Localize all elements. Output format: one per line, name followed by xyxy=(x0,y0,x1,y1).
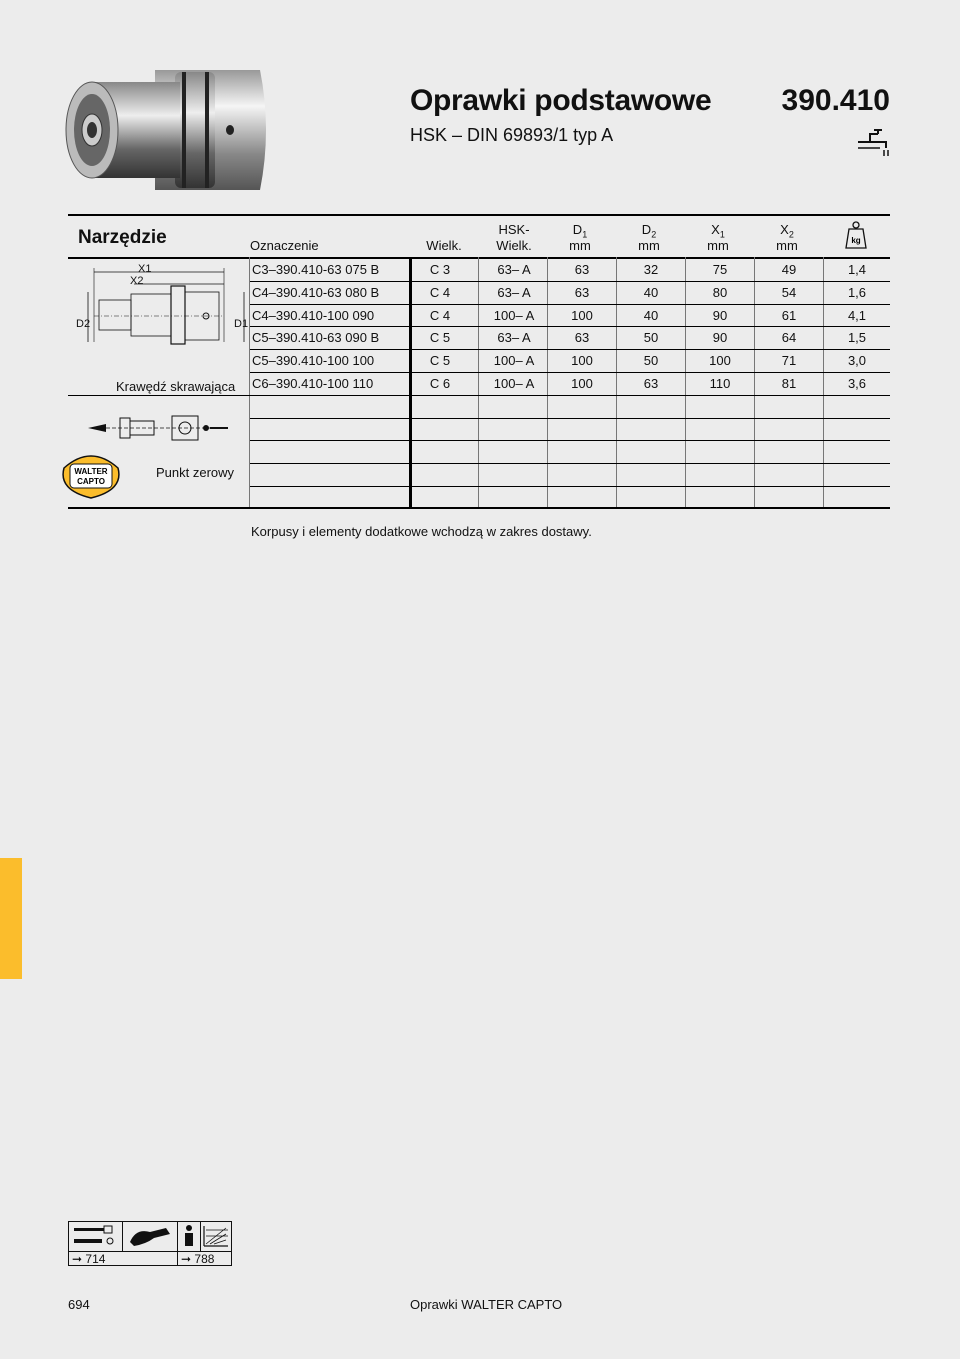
cell-size: C 4 xyxy=(429,284,451,300)
header-x1: $X_1$ xyxy=(711,222,725,240)
cell-d1: 100 xyxy=(571,376,593,391)
header-d1-unit: mm xyxy=(569,238,591,253)
table-row xyxy=(250,304,890,327)
drawing-label-d2: D2 xyxy=(76,318,91,330)
cell-hsk: 63– A xyxy=(497,284,531,300)
cell-d1: 100 xyxy=(571,353,593,369)
coolant-supply-icon xyxy=(856,126,892,158)
table-row xyxy=(250,418,890,441)
cell-size: C 5 xyxy=(429,330,451,346)
clamping-hand-icon xyxy=(126,1224,174,1248)
svg-text:CAPTO: CAPTO xyxy=(77,477,105,486)
cell-d2: 63 xyxy=(643,376,659,391)
page-subtitle: HSK – DIN 69893/1 typ A xyxy=(410,125,614,145)
table-row xyxy=(250,258,890,281)
cell-x1: 75 xyxy=(712,262,728,277)
cell-hsk: 100– A xyxy=(493,376,535,391)
cell-size: C 6 xyxy=(429,376,451,391)
cell-kg: 4,1 xyxy=(847,307,867,323)
cell-kg: 3,0 xyxy=(847,353,867,369)
cell-d2: 50 xyxy=(643,353,659,369)
table-row xyxy=(250,395,890,418)
reference-link-714[interactable]: ➞ 714 xyxy=(72,1252,106,1266)
header-x1-unit: mm xyxy=(707,238,729,253)
section-tab xyxy=(0,858,22,979)
cell-designation: C6–390.410-100 110 xyxy=(252,376,374,391)
header-d2-unit: mm xyxy=(638,238,660,253)
cell-hsk: 63– A xyxy=(497,262,531,277)
table-row xyxy=(250,486,890,509)
table-row xyxy=(250,281,890,304)
dimension-drawing xyxy=(74,262,249,362)
cell-designation: C5–390.410-100 100 xyxy=(252,353,375,369)
header-hsk-bottom: Wielk. xyxy=(496,238,532,253)
zero-point-label: Punkt zerowy xyxy=(156,465,235,480)
svg-text:kg: kg xyxy=(851,236,861,245)
cell-d1: 63 xyxy=(574,284,590,300)
cell-d2: 40 xyxy=(643,284,659,300)
page-title: Oprawki podstawowe xyxy=(410,84,712,117)
cell-hsk: 100– A xyxy=(493,353,535,369)
header-x2: $X_2$ xyxy=(780,222,794,240)
cell-x1: 80 xyxy=(712,284,728,300)
cell-x1: 110 xyxy=(709,376,731,391)
cell-kg: 1,5 xyxy=(847,330,867,346)
cell-x2: 71 xyxy=(781,353,797,369)
cell-d2: 32 xyxy=(643,262,659,277)
info-icon xyxy=(180,1224,198,1248)
cell-kg: 1,4 xyxy=(847,262,867,277)
cell-designation: C3–390.410-63 075 B xyxy=(252,262,380,277)
cell-d1: 63 xyxy=(574,330,590,346)
cell-d2: 50 xyxy=(643,330,659,346)
table-row xyxy=(250,463,890,486)
cell-x2: 81 xyxy=(781,376,797,391)
header-x2-unit: mm xyxy=(776,238,798,253)
cell-x1: 90 xyxy=(712,330,728,346)
table-row xyxy=(250,372,890,395)
zero-point-drawing xyxy=(84,412,234,446)
drawing-label-x1: X1 xyxy=(138,263,152,275)
cell-kg: 3,6 xyxy=(847,376,867,391)
section-title: Narzędzie xyxy=(78,227,167,248)
cell-hsk: 63– A xyxy=(497,330,531,346)
reference-box xyxy=(68,1221,232,1266)
tool-components-icon xyxy=(72,1225,120,1247)
cell-size: C 3 xyxy=(429,262,451,277)
cutting-data-chart-icon xyxy=(202,1224,230,1248)
cell-x2: 64 xyxy=(781,330,797,346)
drawing-label-d1: D1 xyxy=(234,318,249,330)
page-number: 694 xyxy=(68,1297,90,1312)
cutting-edge-label: Krawędź skrawająca xyxy=(116,379,236,394)
cell-d2: 40 xyxy=(643,307,659,323)
cell-designation: C4–390.410-63 080 B xyxy=(252,284,380,300)
cell-d1: 63 xyxy=(574,262,590,277)
reference-link-788[interactable]: ➞ 788 xyxy=(181,1252,215,1266)
cell-x1: 100 xyxy=(709,353,731,369)
cell-hsk: 100– A xyxy=(493,307,535,323)
tool-holder-image xyxy=(60,60,280,200)
cell-x2: 54 xyxy=(781,284,797,300)
cell-d1: 100 xyxy=(571,307,593,323)
cell-designation: C5–390.410-63 090 B xyxy=(252,330,380,346)
section-divider xyxy=(68,395,890,396)
footer-title: Oprawki WALTER CAPTO xyxy=(410,1297,563,1312)
cell-x2: 49 xyxy=(781,262,797,277)
cell-kg: 1,6 xyxy=(847,284,867,300)
cell-size: C 5 xyxy=(429,353,451,369)
header-d1: $D_1$ xyxy=(572,222,588,240)
product-code: 390.410 xyxy=(781,84,890,117)
cell-x2: 61 xyxy=(781,307,797,323)
header-d2: $D_2$ xyxy=(641,222,657,240)
cell-size: C 4 xyxy=(429,307,451,323)
weight-icon xyxy=(844,220,868,250)
table-row xyxy=(250,326,890,349)
table-row xyxy=(250,440,890,463)
walter-capto-logo xyxy=(56,450,126,502)
footnote: Korpusy i elementy dodatkowe wchodzą w zakres dostawy. xyxy=(251,524,592,539)
svg-text:WALTER: WALTER xyxy=(74,467,108,476)
drawing-label-x2: X2 xyxy=(130,275,144,287)
header-size: Wielk. xyxy=(426,238,462,253)
header-hsk-top: HSK- xyxy=(498,222,530,237)
cell-designation: C4–390.410-100 090 xyxy=(252,307,375,323)
table-row xyxy=(250,349,890,372)
header-designation: Oznaczenie xyxy=(250,238,319,253)
cell-x1: 90 xyxy=(712,307,728,323)
